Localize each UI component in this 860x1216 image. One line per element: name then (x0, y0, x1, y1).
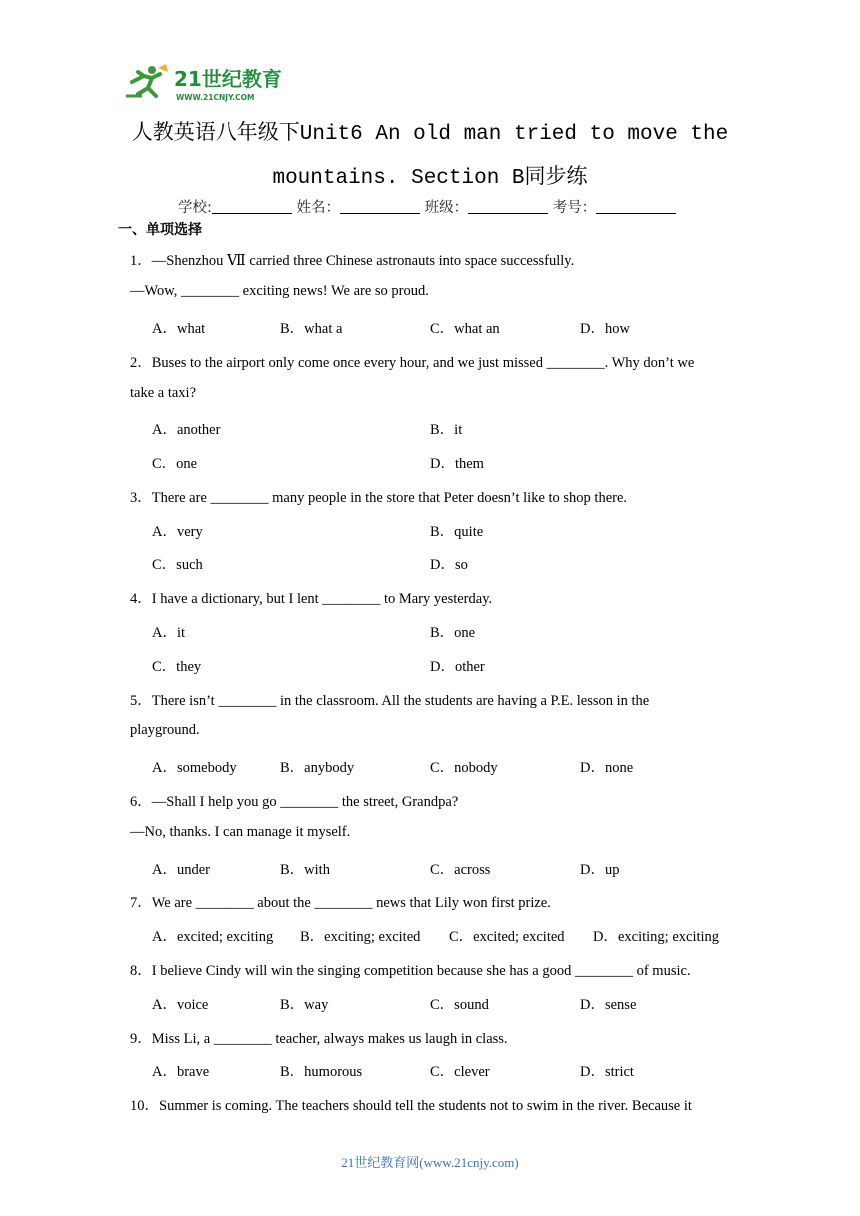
question-stem: 4．I have a dictionary, but I lent ________ to Mary yesterday. (130, 591, 493, 607)
option-a[interactable]: A．what (152, 321, 206, 337)
question-stem: —Wow, ________ exciting news! We are so proud. (130, 283, 429, 299)
option-a[interactable]: A．somebody (152, 760, 237, 776)
option-d[interactable]: D．exciting; exciting (593, 929, 720, 945)
logo-text: 21世纪教育 (174, 67, 282, 91)
question-stem: 6．—Shall I help you go ________ the street, Grandpa? (130, 794, 459, 810)
option-c[interactable]: C．sound (430, 997, 489, 1013)
school-label: 学校: (178, 200, 212, 216)
option-a[interactable]: A．excited; exciting (152, 929, 274, 945)
student-info-row (178, 196, 676, 217)
question-stem: 7．We are ________ about the ________ news that Lily won first prize. (130, 895, 551, 911)
option-c[interactable]: C．what an (430, 321, 500, 337)
exam-label: 考号： (552, 200, 597, 216)
option-c[interactable]: C．nobody (430, 760, 498, 776)
question-stem: 3．There are ________ many people in the store that Peter doesn’t like to shop there. (130, 490, 628, 506)
question-stem: take a taxi? (130, 385, 197, 401)
option-d[interactable]: D．none (580, 760, 634, 776)
option-a[interactable]: A．it (152, 625, 186, 641)
section-heading: 一、单项选择 (118, 222, 202, 238)
school-blank[interactable] (212, 199, 292, 214)
logo-url: WWW.21CNJY.COM (176, 93, 255, 102)
runner-icon (126, 64, 168, 96)
option-b[interactable]: B．what a (280, 321, 343, 337)
option-b[interactable]: B．with (280, 862, 330, 878)
option-d[interactable]: D．strict (580, 1064, 634, 1080)
option-d[interactable]: D．so (430, 557, 468, 573)
option-b[interactable]: B．one (430, 625, 476, 641)
option-a[interactable]: A．another (152, 422, 221, 438)
question-stem: playground. (130, 722, 200, 738)
option-d[interactable]: D．other (430, 659, 485, 675)
option-b[interactable]: B．exciting; excited (300, 929, 421, 945)
question-stem: 9．Miss Li, a ________ teacher, always makes us laugh in class. (130, 1031, 508, 1047)
option-a[interactable]: A．under (152, 862, 210, 878)
option-b[interactable]: B．humorous (280, 1064, 363, 1080)
question-stem: —No, thanks. I can manage it myself. (130, 824, 351, 840)
exam-blank[interactable] (596, 199, 676, 214)
class-label: 班级： (424, 200, 469, 216)
option-a[interactable]: A．very (152, 524, 203, 540)
option-d[interactable]: D．them (430, 456, 484, 472)
option-b[interactable]: B．quite (430, 524, 484, 540)
option-d[interactable]: D．how (580, 321, 630, 337)
option-c[interactable]: C．one (152, 456, 198, 472)
question-stem: 2．Buses to the airport only come once every hour, and we just missed ________. Why don’t we (130, 355, 695, 371)
question-stem: 5．There isn’t ________ in the classroom. All the students are having a P.E. lesson in the (130, 693, 650, 709)
option-c[interactable]: C．excited; excited (449, 929, 565, 945)
option-d[interactable]: D．sense (580, 997, 637, 1013)
name-blank[interactable] (340, 199, 420, 214)
option-d[interactable]: D．up (580, 862, 620, 878)
page-footer: 21世纪教育网(www.21cnjy.com) (341, 1155, 519, 1170)
option-a[interactable]: A．brave (152, 1064, 210, 1080)
option-c[interactable]: C．clever (430, 1064, 490, 1080)
option-a[interactable]: A．voice (152, 997, 209, 1013)
name-label: 姓名： (296, 200, 340, 216)
brand-logo (122, 62, 292, 104)
option-c[interactable]: C．across (430, 862, 491, 878)
option-b[interactable]: B．it (430, 422, 463, 438)
option-c[interactable]: C．they (152, 659, 202, 675)
question-stem: 10．Summer is coming. The teachers should tell the students not to swim in the river. Because it (130, 1098, 692, 1114)
page-title-line2: mountains. Section B同步练 (272, 167, 588, 190)
option-b[interactable]: B．way (280, 997, 329, 1013)
class-blank[interactable] (468, 199, 548, 214)
question-stem: 8．I believe Cindy will win the singing competition because she has a good ________ of music. (130, 963, 691, 979)
option-b[interactable]: B．anybody (280, 760, 355, 776)
question-stem: 1．—Shenzhou Ⅶ carried three Chinese astronauts into space successfully. (130, 253, 575, 269)
option-c[interactable]: C．such (152, 557, 203, 573)
page-title-line1: 人教英语八年级下Unit6 An old man tried to move the (131, 123, 729, 146)
